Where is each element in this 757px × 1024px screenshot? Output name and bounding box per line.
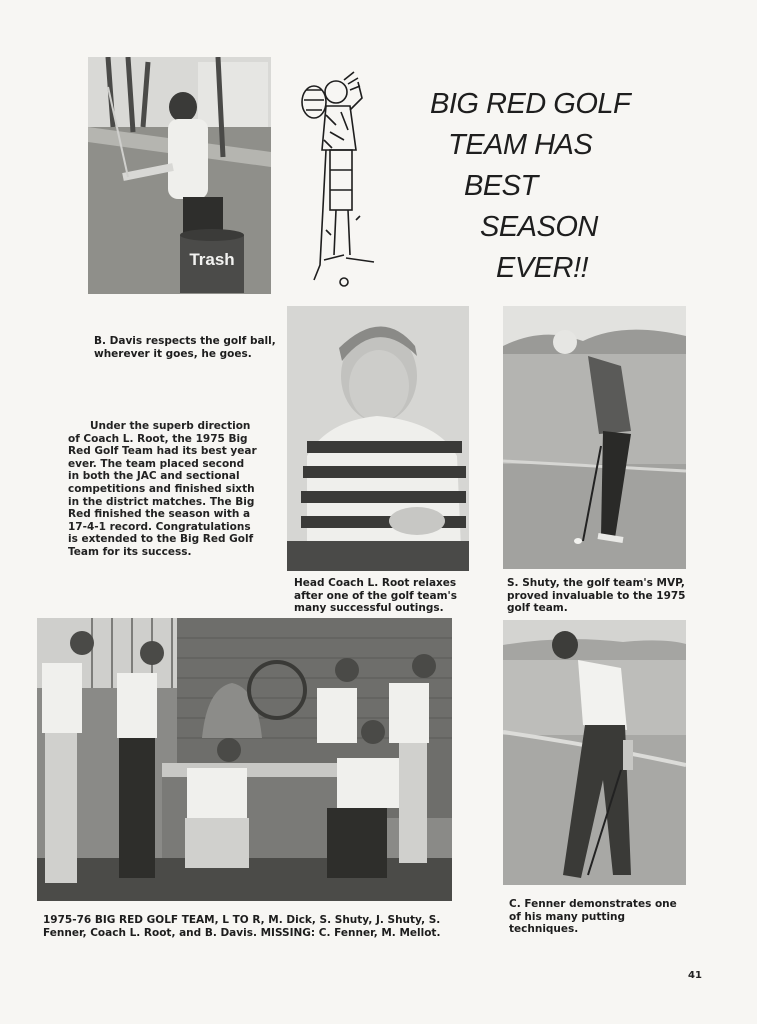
page-number: 41	[688, 970, 702, 981]
photo-davis-trash-can	[88, 57, 271, 294]
caption-team: 1975-76 BIG RED GOLF TEAM, L TO R, M. Dick, S. Shuty, J. Shuty, S. Fenner, Coach L. Root, and B. Davis. MISSING: C. Fenner, M. Mellot.	[43, 914, 441, 939]
headline-line-3: BEST	[464, 170, 538, 202]
headline-line-1: BIG RED GOLF	[430, 88, 631, 120]
headline-line-2: TEAM HAS	[448, 129, 593, 161]
photo-coach-root	[287, 306, 469, 571]
photo-fenner-putting	[503, 620, 686, 885]
caption-fenner: C. Fenner demonstrates one of his many putting techniques.	[509, 898, 677, 935]
caption-shuty: S. Shuty, the golf team's MVP, proved invaluable to the 1975 golf team.	[507, 577, 686, 614]
trash-can-label: Trash	[189, 250, 235, 269]
caption-davis: B. Davis respects the golf ball, wherever it goes, he goes.	[94, 335, 276, 360]
headline-line-4: SEASON	[480, 211, 598, 243]
headline	[430, 84, 690, 289]
caption-coach: Head Coach L. Root relaxes after one of the golf team's many successful outings.	[294, 577, 457, 614]
cartoon-golfer-illustration	[296, 70, 386, 290]
story-text: Under the superb direction of Coach L. Root, the 1975 Big Red Golf Team had its best year ever. The team placed second in both the JAC and sectional competitions and finished sixth in the district matches. The Big Red finished the season with a 17-4-1 record. Congratulations is extended to the Big Red Golf Team for its success.	[68, 420, 257, 558]
headline-line-5: EVER!!	[496, 252, 589, 284]
photo-golf-team-group	[37, 618, 452, 901]
photo-shuty-putting	[503, 306, 686, 569]
story-paragraph	[68, 420, 258, 559]
